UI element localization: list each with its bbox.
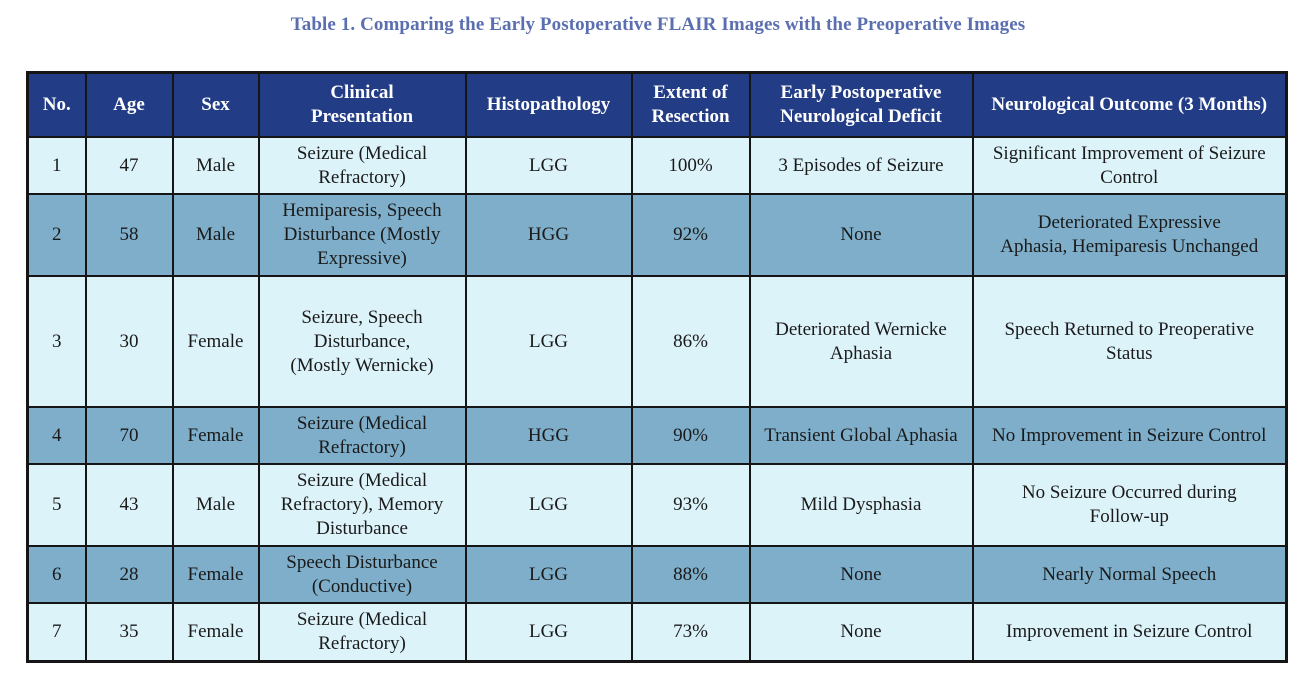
cell-clinical-presentation: Seizure (Medical Refractory) [259,137,466,194]
table-row [28,407,1287,464]
header-age: Age [86,73,173,138]
cell-extent-of-resection: 92% [632,194,750,276]
cell-age: 30 [86,276,173,407]
cell-sex: Female [173,603,259,662]
cell-age: 47 [86,137,173,194]
table-caption: Table 1. Comparing the Early Postoperative FLAIR Images with the Preoperative Images [290,14,1026,35]
cell-histopathology: LGG [466,276,632,407]
table-row [28,603,1287,662]
cell-clinical-presentation: Seizure, Speech Disturbance, (Mostly Wernicke) [259,276,466,407]
header-row [28,73,1287,138]
cell-clinical-presentation: Speech Disturbance (Conductive) [259,546,466,603]
cell-extent-of-resection: 73% [632,603,750,662]
cell-histopathology: LGG [466,137,632,194]
cell-no: 4 [28,407,86,464]
header-no: No. [28,73,86,138]
table-row [28,546,1287,603]
cell-outcome: No Improvement in Seizure Control [973,407,1287,464]
cell-no: 6 [28,546,86,603]
cell-histopathology: LGG [466,464,632,546]
cell-early-deficit: Transient Global Aphasia [750,407,973,464]
cell-no: 5 [28,464,86,546]
cell-clinical-presentation: Seizure (Medical Refractory) [259,407,466,464]
cell-sex: Male [173,137,259,194]
cell-extent-of-resection: 100% [632,137,750,194]
cell-clinical-presentation: Seizure (Medical Refractory) [259,603,466,662]
cell-early-deficit: Deteriorated Wernicke Aphasia [750,276,973,407]
cell-extent-of-resection: 86% [632,276,750,407]
cell-outcome: Deteriorated Expressive Aphasia, Hemiparesis Unchanged [973,194,1287,276]
cell-histopathology: HGG [466,194,632,276]
cell-clinical-presentation: Hemiparesis, Speech Disturbance (Mostly Expressive) [259,194,466,276]
header-early-postoperative-deficit: Early Postoperative Neurological Deficit [750,73,973,138]
cell-outcome: Significant Improvement of Seizure Control [973,137,1287,194]
results-table [26,71,1288,663]
cell-histopathology: HGG [466,407,632,464]
header-extent-of-resection: Extent of Resection [632,73,750,138]
cell-extent-of-resection: 93% [632,464,750,546]
cell-age: 43 [86,464,173,546]
table-row [28,464,1287,546]
cell-sex: Male [173,464,259,546]
cell-histopathology: LGG [466,546,632,603]
cell-age: 58 [86,194,173,276]
cell-extent-of-resection: 88% [632,546,750,603]
cell-early-deficit: None [750,603,973,662]
cell-outcome: Speech Returned to Preoperative Status [973,276,1287,407]
table-row [28,276,1287,407]
cell-outcome: Improvement in Seizure Control [973,603,1287,662]
cell-sex: Male [173,194,259,276]
table-row [28,194,1287,276]
cell-outcome: No Seizure Occurred during Follow-up [973,464,1287,546]
cell-early-deficit: 3 Episodes of Seizure [750,137,973,194]
cell-no: 1 [28,137,86,194]
cell-age: 28 [86,546,173,603]
cell-no: 3 [28,276,86,407]
header-histopathology: Histopathology [466,73,632,138]
cell-extent-of-resection: 90% [632,407,750,464]
cell-clinical-presentation: Seizure (Medical Refractory), Memory Disturbance [259,464,466,546]
cell-age: 70 [86,407,173,464]
header-sex: Sex [173,73,259,138]
cell-sex: Female [173,546,259,603]
cell-early-deficit: None [750,194,973,276]
cell-age: 35 [86,603,173,662]
cell-early-deficit: Mild Dysphasia [750,464,973,546]
table-row [28,137,1287,194]
cell-sex: Female [173,276,259,407]
cell-sex: Female [173,407,259,464]
header-clinical-presentation: Clinical Presentation [259,73,466,138]
cell-no: 7 [28,603,86,662]
cell-early-deficit: None [750,546,973,603]
header-neurological-outcome: Neurological Outcome (3 Months) [973,73,1287,138]
cell-histopathology: LGG [466,603,632,662]
cell-no: 2 [28,194,86,276]
cell-outcome: Nearly Normal Speech [973,546,1287,603]
